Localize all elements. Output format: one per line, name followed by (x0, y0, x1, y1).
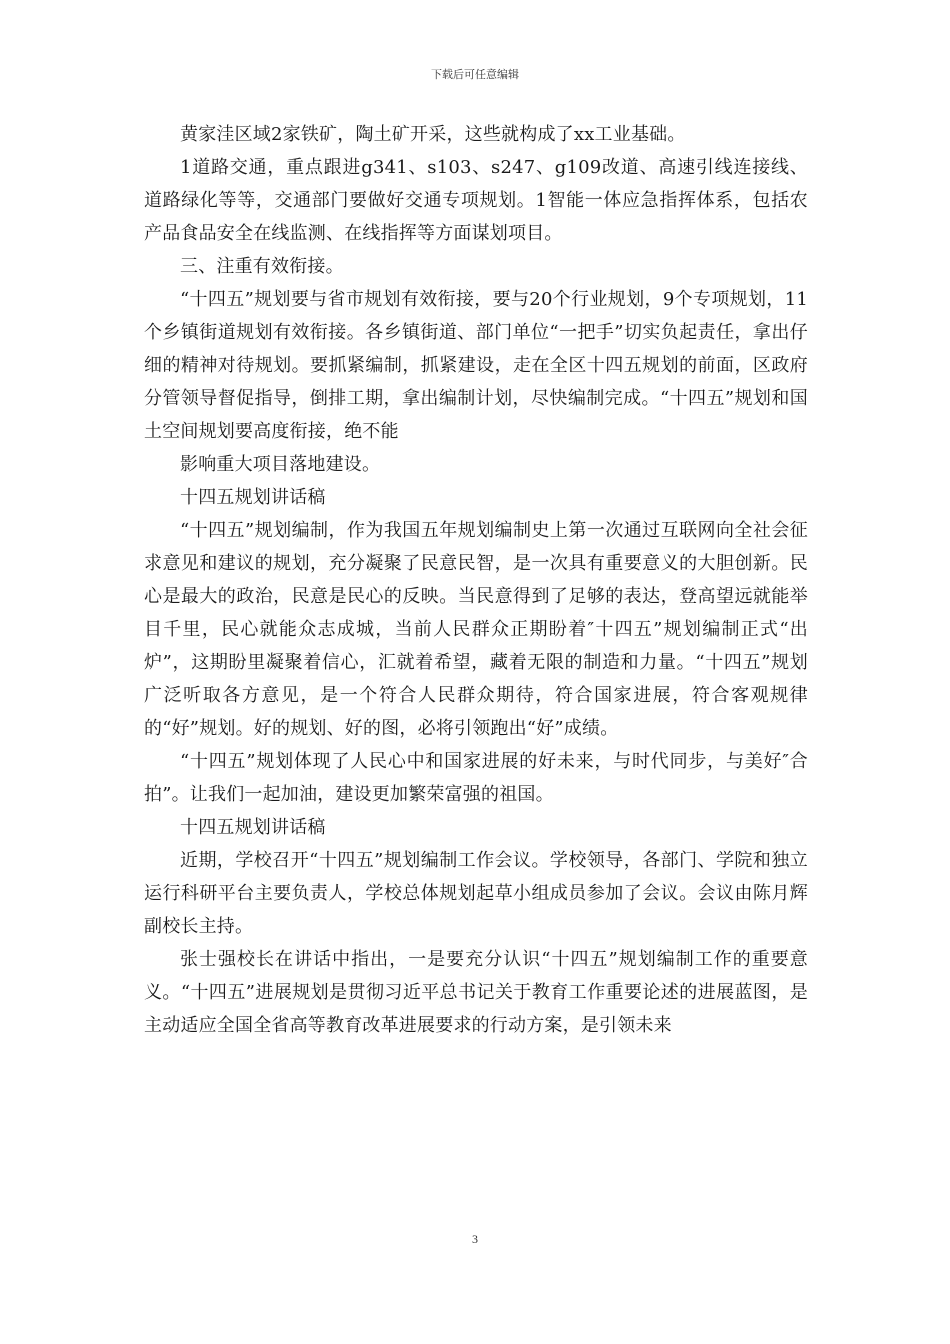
section-heading: 十四五规划讲话稿 (180, 817, 326, 838)
paragraph: “十四五”规划体现了人民心中和国家进展的好未来，与时代同步，与美好″合拍”。让我们一起加油，建设更加繁荣富强的祖国。 (144, 751, 808, 805)
paragraph: 张士强校长在讲话中指出，一是要充分认识“十四五”规划编制工作的重要意义。“十四五”进展规划是贯彻习近平总书记关于教育工作重要论述的进展蓝图，是主动适应全国全省高等教育改革进展要求的行动方案，是引领未来 (144, 949, 808, 1036)
paragraph: 1道路交通，重点跟进g341、s103、s247、g109改道、高速引线连接线、道路绿化等等，交通部门要做好交通专项规划。1智能一体应急指挥体系，包括农产品食品安全在线监测、在线指挥等方面谋划项目。 (144, 157, 808, 244)
paragraph: 黄家洼区域2家铁矿，陶土矿开采，这些就构成了xx工业基础。 (180, 124, 686, 145)
section-heading: 三、注重有效衔接。 (180, 256, 344, 277)
paragraph: “十四五”规划编制，作为我国五年规划编制史上第一次通过互联网向全社会征求意见和建议的规划，充分凝聚了民意民智，是一次具有重要意义的大胆创新。民心是最大的政治，民意是民心的反映。当民意得到了足够的表达，登高望远就能举目千里，民心就能众志成城，当前人民群众正期盼着″十四五”规划编制正式“出炉”，这期盼里凝聚着信心，汇就着希望，藏着无限的制造和力量。“十四五”规划广泛听取各方意见，是一个符合人民群众期待，符合国家进展，符合客观规律的“好”规划。好的规划、好的图，必将引领跑出“好”成绩。 (144, 520, 808, 739)
paragraph: 近期，学校召开“十四五”规划编制工作会议。学校领导，各部门、学院和独立运行科研平台主要负责人，学校总体规划起草小组成员参加了会议。会议由陈月辉副校长主持。 (144, 850, 808, 937)
paragraph: “十四五”规划要与省市规划有效衔接，要与20个行业规划，9个专项规划，11个乡镇街道规划有效衔接。各乡镇街道、部门单位“一把手”切实负起责任，拿出仔细的精神对待规划。要抓紧编制，抓紧建设，走在全区十四五规划的前面，区政府分管领导督促指导，倒排工期，拿出编制计划，尽快编制完成。“十四五”规划和国土空间规划要高度衔接，绝不能 (144, 289, 808, 442)
section-heading: 十四五规划讲话稿 (180, 487, 326, 508)
paragraph: 影响重大项目落地建设。 (180, 454, 381, 475)
page-header: 下载后可任意编辑 (431, 68, 519, 81)
page-number: 3 (472, 1232, 478, 1246)
document-body (144, 118, 808, 1042)
